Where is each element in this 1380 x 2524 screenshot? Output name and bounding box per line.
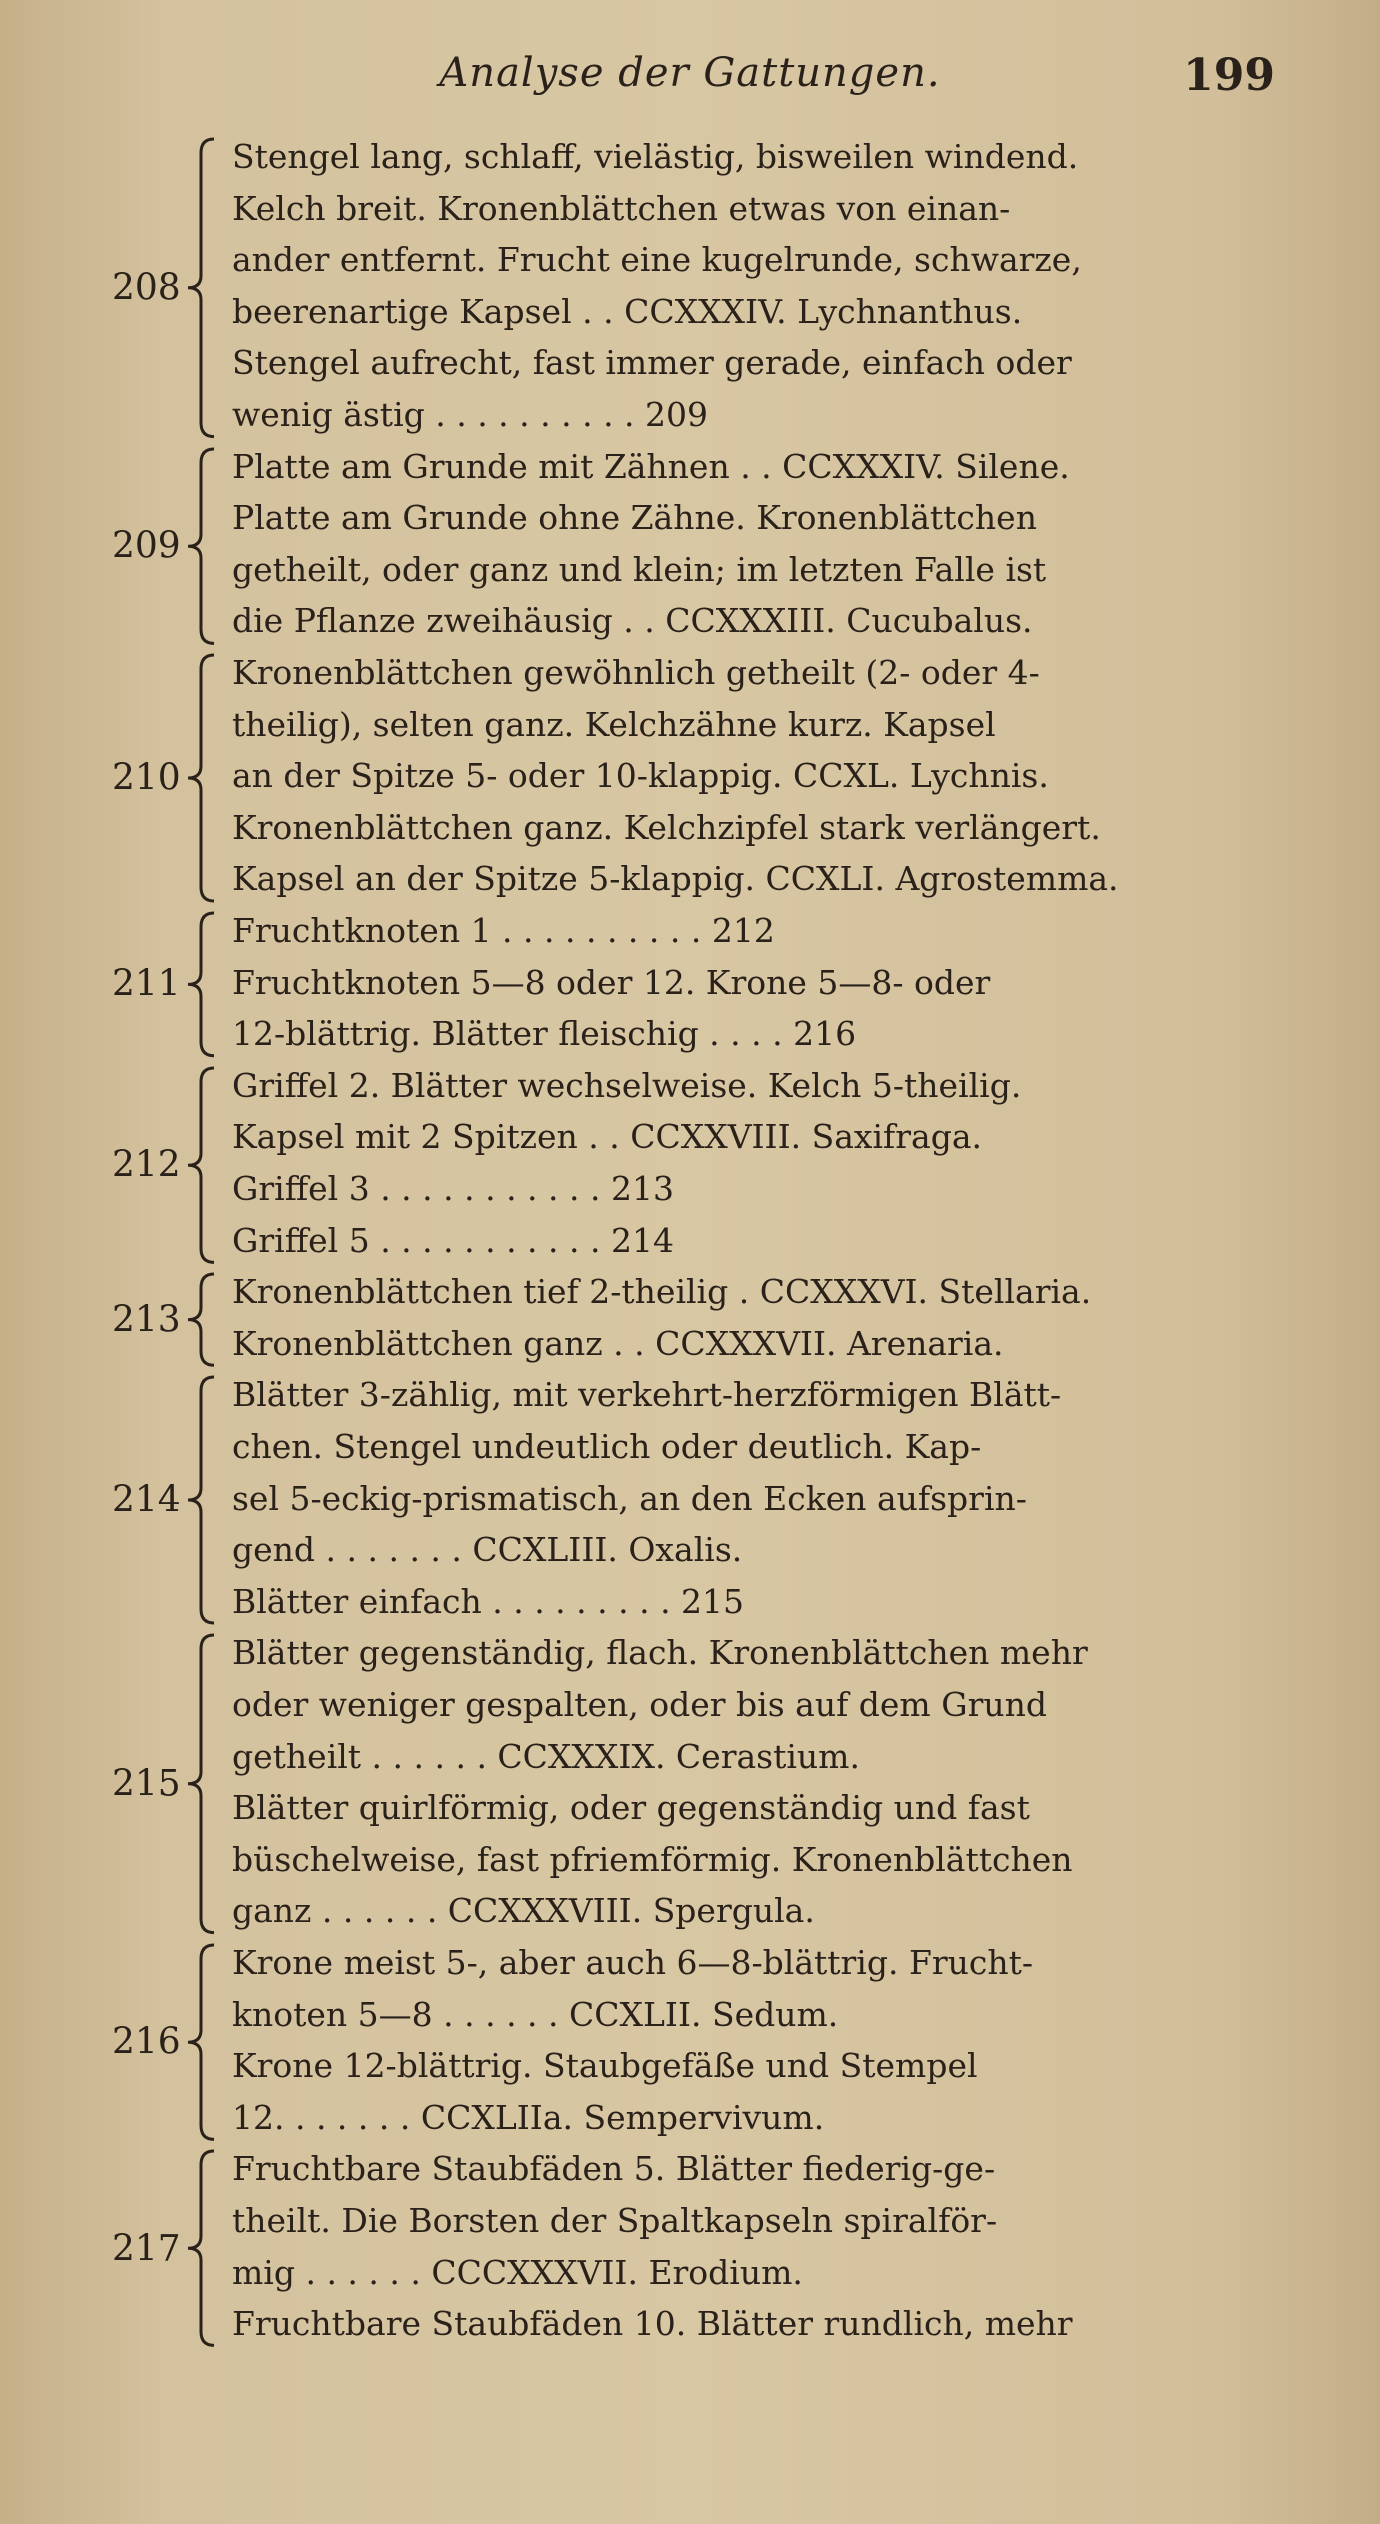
entry-line: theilt. Die Borsten der Spaltkapseln spiralför- — [232, 2200, 998, 2240]
entry-line: Blätter quirlförmig, oder gegenständig und fast — [232, 1788, 1030, 1828]
entry-line: ander entfernt. Frucht eine kugelrunde, schwarze, — [232, 240, 1082, 280]
key-entry — [0, 2145, 1380, 2351]
curly-brace — [186, 1272, 216, 1367]
entry-line: 12. . . . . . . CCXLIIa. Sempervivum. — [232, 2097, 825, 2137]
entry-number: 216 — [112, 2021, 181, 2063]
entry-number: 209 — [112, 525, 181, 567]
entry-line: Fruchtknoten 1 . . . . . . . . . . 212 — [232, 911, 775, 950]
entry-line: Kronenblättchen tief 2-theilig . CCXXXVI. Stellaria. — [232, 1272, 1092, 1312]
entry-line: die Pflanze zweihäusig . . CCXXXIII. Cucubalus. — [232, 601, 1033, 641]
entry-number: 214 — [112, 1479, 181, 1521]
key-entry — [0, 443, 1380, 649]
entry-line: wenig ästig . . . . . . . . . . 209 — [232, 395, 709, 434]
entry-line: an der Spitze 5- oder 10-klappig. CCXL. Lychnis. — [232, 756, 1049, 796]
curly-brace — [186, 137, 216, 439]
key-entry — [0, 1629, 1380, 1939]
entry-line: Krone meist 5-, aber auch 6—8-blättrig. Frucht- — [232, 1943, 1034, 1982]
key-entry — [0, 1062, 1380, 1268]
curly-brace — [186, 1066, 216, 1264]
entry-line: getheilt, oder ganz und klein; im letzten Falle ist — [232, 549, 1047, 589]
entry-number: 213 — [112, 1299, 181, 1341]
entry-line: Kronenblättchen ganz . . CCXXXVII. Arenaria. — [232, 1323, 1004, 1363]
entry-line: ganz . . . . . . CCXXXVIII. Spergula. — [232, 1891, 815, 1931]
curly-brace — [186, 1943, 216, 2141]
entry-number: 215 — [112, 1763, 181, 1805]
entry-line: Kapsel an der Spitze 5-klappig. CCXLI. Agrostemma. — [232, 859, 1119, 899]
entry-number: 210 — [112, 757, 181, 799]
entry-line: Stengel lang, schlaff, vielästig, bisweilen windend. — [232, 137, 1079, 176]
entry-number: 212 — [112, 1144, 181, 1186]
curly-brace — [186, 447, 216, 645]
entry-line: 12-blättrig. Blätter fleischig . . . . 216 — [232, 1014, 857, 1054]
entry-number: 211 — [112, 963, 181, 1005]
entry-number: 217 — [112, 2228, 181, 2270]
running-header-title: Analyse der Gattungen. — [439, 50, 941, 96]
entry-line: theilig), selten ganz. Kelchzähne kurz. Kapsel — [232, 704, 996, 744]
entry-line: Kelch breit. Kronenblättchen etwas von einan- — [232, 188, 1011, 228]
entry-line: oder weniger gespalten, oder bis auf dem Grund — [232, 1684, 1047, 1724]
key-entry — [0, 907, 1380, 1062]
page-number: 199 — [1183, 50, 1275, 101]
entry-line: getheilt . . . . . . CCXXXIX. Cerastium. — [232, 1736, 860, 1776]
entry-line: beerenartige Kapsel . . CCXXXIV. Lychnanthus. — [232, 291, 1023, 331]
entry-line: büschelweise, fast pfriemförmig. Kronenblättchen — [232, 1839, 1073, 1879]
entry-line: Blätter einfach . . . . . . . . . 215 — [232, 1581, 745, 1621]
curly-brace — [186, 1633, 216, 1935]
entry-line: Fruchtknoten 5—8 oder 12. Krone 5—8- oder — [232, 962, 991, 1002]
entry-line: Platte am Grunde mit Zähnen . . CCXXXIV. Silene. — [232, 446, 1070, 486]
entry-line: knoten 5—8 . . . . . . CCXLII. Sedum. — [232, 1994, 839, 2034]
curly-brace — [186, 1375, 216, 1625]
entry-line: sel 5-eckig-prismatisch, an den Ecken aufsprin- — [232, 1478, 1027, 1518]
curly-brace — [186, 911, 216, 1058]
entry-line: Kronenblättchen ganz. Kelchzipfel stark verlängert. — [232, 807, 1101, 847]
curly-brace — [186, 2149, 216, 2347]
entry-line: gend . . . . . . . CCXLIII. Oxalis. — [232, 1530, 743, 1570]
entry-line: Griffel 5 . . . . . . . . . . . 214 — [232, 1220, 674, 1260]
key-entry — [0, 1268, 1380, 1371]
entry-line: Griffel 2. Blätter wechselweise. Kelch 5-theilig. — [232, 1065, 1022, 1105]
key-entry — [0, 1371, 1380, 1629]
entry-line: Krone 12-blättrig. Staubgefäße und Stempel — [232, 2046, 978, 2086]
entry-line: mig . . . . . . CCCXXXVII. Erodium. — [232, 2252, 803, 2292]
key-entry — [0, 1939, 1380, 2145]
key-entry — [0, 649, 1380, 907]
entry-line: Fruchtbare Staubfäden 10. Blätter rundlich, mehr — [232, 2304, 1073, 2344]
entry-number: 208 — [112, 267, 181, 309]
entry-line: Kapsel mit 2 Spitzen . . CCXXVIII. Saxifraga. — [232, 1117, 983, 1157]
entry-line: Blätter 3-zählig, mit verkehrt-herzförmigen Blätt- — [232, 1375, 1062, 1415]
entry-line: Stengel aufrecht, fast immer gerade, einfach oder — [232, 343, 1072, 383]
entry-line: Platte am Grunde ohne Zähne. Kronenblättchen — [232, 498, 1037, 538]
curly-brace — [186, 653, 216, 903]
entry-line: Blätter gegenständig, flach. Kronenblättchen mehr — [232, 1633, 1088, 1673]
entry-line: Kronenblättchen gewöhnlich getheilt (2- oder 4- — [232, 653, 1040, 692]
entry-line: Griffel 3 . . . . . . . . . . . 213 — [232, 1168, 674, 1208]
key-entry — [0, 133, 1380, 443]
entry-line: chen. Stengel undeutlich oder deutlich. Kap- — [232, 1426, 982, 1466]
entry-line: Fruchtbare Staubfäden 5. Blätter fiederig-ge- — [232, 2149, 996, 2189]
